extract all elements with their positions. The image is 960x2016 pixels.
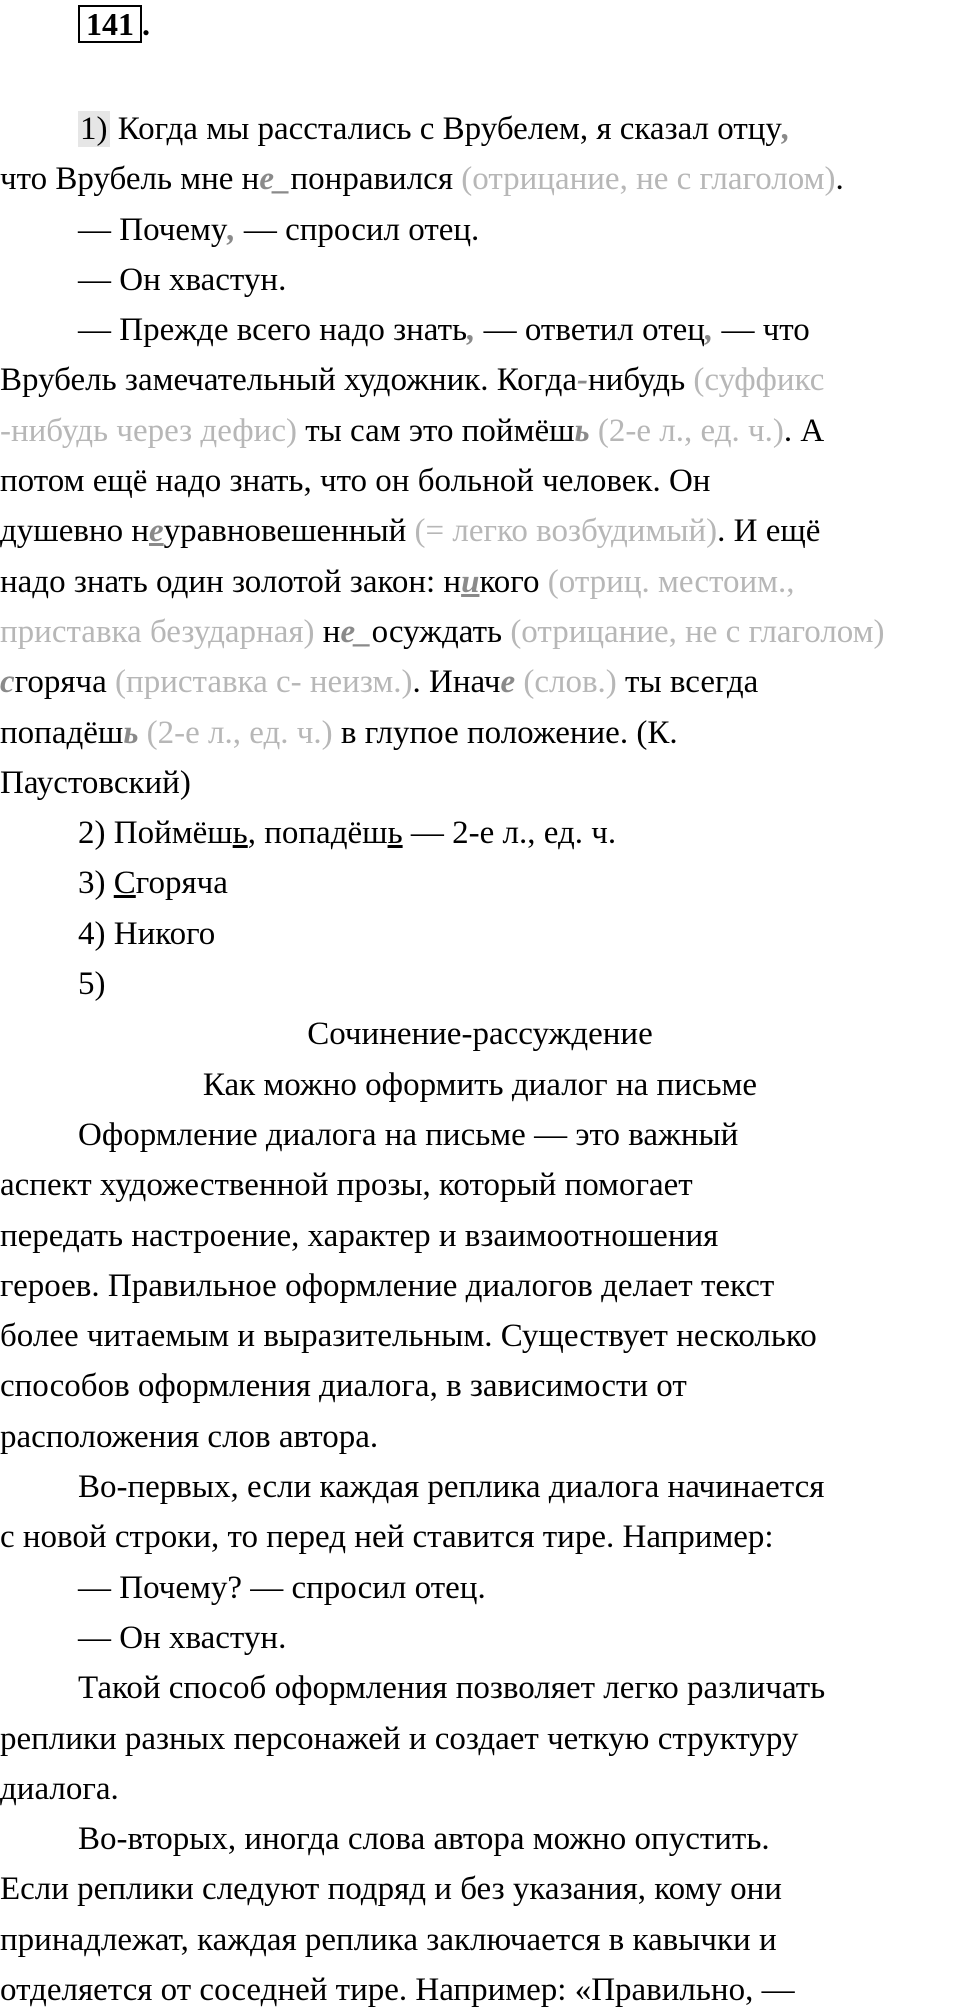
marked-punctuation: , (467, 312, 476, 349)
essay-line: Во-первых, если каждая реплика диалога начинается (78, 1469, 825, 1506)
text-fragment: 3) (78, 865, 114, 902)
text-fragment: кого (479, 563, 548, 600)
text-fragment: , попадёш (247, 815, 388, 852)
answer-4 (0, 909, 960, 959)
text-fragment: 2) Поймёш (78, 815, 233, 852)
grammar-note: (приставка с- неизм.) (115, 664, 413, 701)
essay-line: — Почему? — спросил отец. (78, 1569, 486, 1606)
essay-line: расположения слов автора. (0, 1418, 379, 1455)
underlined-letter: С (113, 865, 136, 902)
text-line (0, 456, 960, 506)
essay-line: аспект художественной прозы, который помогает (0, 1167, 693, 1204)
exercise-number (78, 4, 150, 44)
text-fragment: 5) (78, 966, 106, 1003)
grammar-note: (отриц. местоим., (547, 563, 795, 600)
essay-line: — Он хвастун. (78, 1619, 287, 1656)
grammar-note: (2-е л., ед. ч.) (589, 412, 784, 449)
marked-punctuation: , (704, 312, 714, 349)
text-fragment: в глупое положение. (К. (332, 714, 678, 751)
essay-line: Во-вторых, иногда слова автора можно опустить. (78, 1821, 770, 1858)
text-fragment: осуждать (371, 613, 511, 650)
text-fragment: горяча (14, 664, 116, 701)
grammar-note: (отрицание, не с глаголом) (510, 613, 885, 650)
grammar-note: (слов.) (515, 664, 617, 701)
marked-letter: и (461, 563, 480, 600)
essay-line: Если реплики следуют подряд и без указания, кому они (0, 1871, 782, 1908)
grammar-note: (= легко возбудимый) (414, 513, 718, 550)
essay-title: Как можно оформить диалог на письме (202, 1066, 758, 1103)
text-fragment: — Прежде всего надо знать (78, 312, 468, 349)
text-fragment: . И ещё (717, 513, 821, 550)
grammar-note: (суффикс (693, 362, 825, 399)
text-fragment: что Врубель мне н (0, 161, 260, 198)
text-fragment: Врубель замечательный художник. Когда (0, 362, 578, 399)
essay-line: передать настроение, характер и взаимоотношения (0, 1217, 719, 1254)
essay-line: более читаемым и выразительным. Существует несколько (0, 1318, 817, 1355)
text-fragment: попадёш (0, 714, 124, 751)
grammar-note: -нибудь через дефис) (0, 412, 297, 449)
grammar-note: (2-е л., ед. ч.) (138, 714, 333, 751)
text-fragment: Паустовский) (0, 764, 191, 801)
essay-line: реплики разных персонажей и создает четкую структуру (0, 1720, 799, 1757)
text-line (0, 506, 960, 556)
item-marker: 1) (80, 111, 108, 147)
essay-line: с новой строки, то перед ней ставится тире. Например: (0, 1519, 774, 1556)
marked-letter: е (149, 513, 164, 550)
text-fragment: — ответил отец (475, 312, 705, 349)
text-fragment: горяча (135, 865, 228, 902)
text-fragment: нибудь (588, 362, 694, 399)
text-line (0, 657, 960, 707)
text-fragment: ты сам это поймёш (296, 412, 575, 449)
essay-line: способов оформления диалога, в зависимости от (0, 1368, 687, 1405)
marked-letter: е (259, 161, 274, 198)
text-fragment: 4) Никого (78, 915, 216, 952)
text-line (0, 406, 960, 456)
document-text (0, 104, 960, 2015)
text-line (0, 205, 960, 255)
essay-line: Такой способ оформления позволяет легко различать (78, 1670, 826, 1707)
text-fragment: н (314, 613, 341, 650)
answer-3 (0, 858, 960, 908)
text-line (0, 607, 960, 657)
exercise-number-dot: . (142, 6, 150, 42)
text-fragment: — 2-е л., ед. ч. (402, 815, 617, 852)
marked-punctuation: , (227, 211, 236, 248)
essay-line: героев. Правильное оформление диалогов делает текст (0, 1267, 775, 1304)
text-line (0, 154, 960, 204)
essay-line: диалога. (0, 1770, 119, 1807)
text-fragment: — Почему (78, 211, 228, 248)
marked-space: _ (355, 613, 372, 650)
text-line (0, 255, 960, 305)
grammar-note: (отрицание, не с глаголом) (461, 161, 836, 198)
text-fragment: понравился (290, 161, 462, 198)
essay-genre: Сочинение-рассуждение (307, 1016, 653, 1053)
underlined-letter: ь (232, 815, 248, 852)
text-fragment: надо знать один золотой закон: н (0, 563, 462, 600)
text-fragment: — Он хвастун. (78, 261, 287, 298)
marked-letter: е (500, 664, 516, 701)
essay-line: принадлежат, каждая реплика заключается в кавычки и (0, 1921, 777, 1958)
text-fragment: душевно н (0, 513, 149, 550)
text-fragment: . А (783, 412, 825, 449)
text-fragment: уравновешенный (163, 513, 415, 550)
text-line (0, 557, 960, 607)
text-line (0, 758, 960, 808)
underlined-letter: ь (387, 815, 403, 852)
text-fragment: — спросил отец. (235, 211, 480, 248)
text-fragment: . Инач (412, 664, 501, 701)
essay-line: отделяется от соседней тире. Например: «Правильно, — (0, 1971, 795, 2008)
marked-letter: ь (123, 714, 139, 751)
text-line (0, 305, 960, 355)
exercise-number-box: 141 (78, 5, 142, 43)
essay-line: Оформление диалога на письме — это важный (78, 1116, 739, 1153)
marked-letter: е (340, 613, 356, 650)
answer-5 (0, 959, 960, 1009)
marked-letter: ь (574, 412, 590, 449)
text-fragment: Когда мы расстались с Врубелем, я сказал отцу (109, 111, 782, 147)
text-line (0, 355, 960, 405)
marked-letter: с (0, 664, 15, 701)
marked-space: _ (274, 161, 291, 198)
grammar-note: приставка безударная) (0, 613, 315, 650)
text-fragment: — что (713, 312, 810, 349)
text-line (0, 104, 960, 154)
marked-punctuation: - (577, 362, 589, 399)
answer-2 (0, 808, 960, 858)
text-fragment: ты всегда (616, 664, 759, 701)
marked-punctuation: , (781, 111, 791, 147)
text-fragment: . (835, 161, 844, 198)
text-fragment: потом ещё надо знать, что он больной человек. Он (0, 463, 711, 500)
text-line (0, 708, 960, 758)
